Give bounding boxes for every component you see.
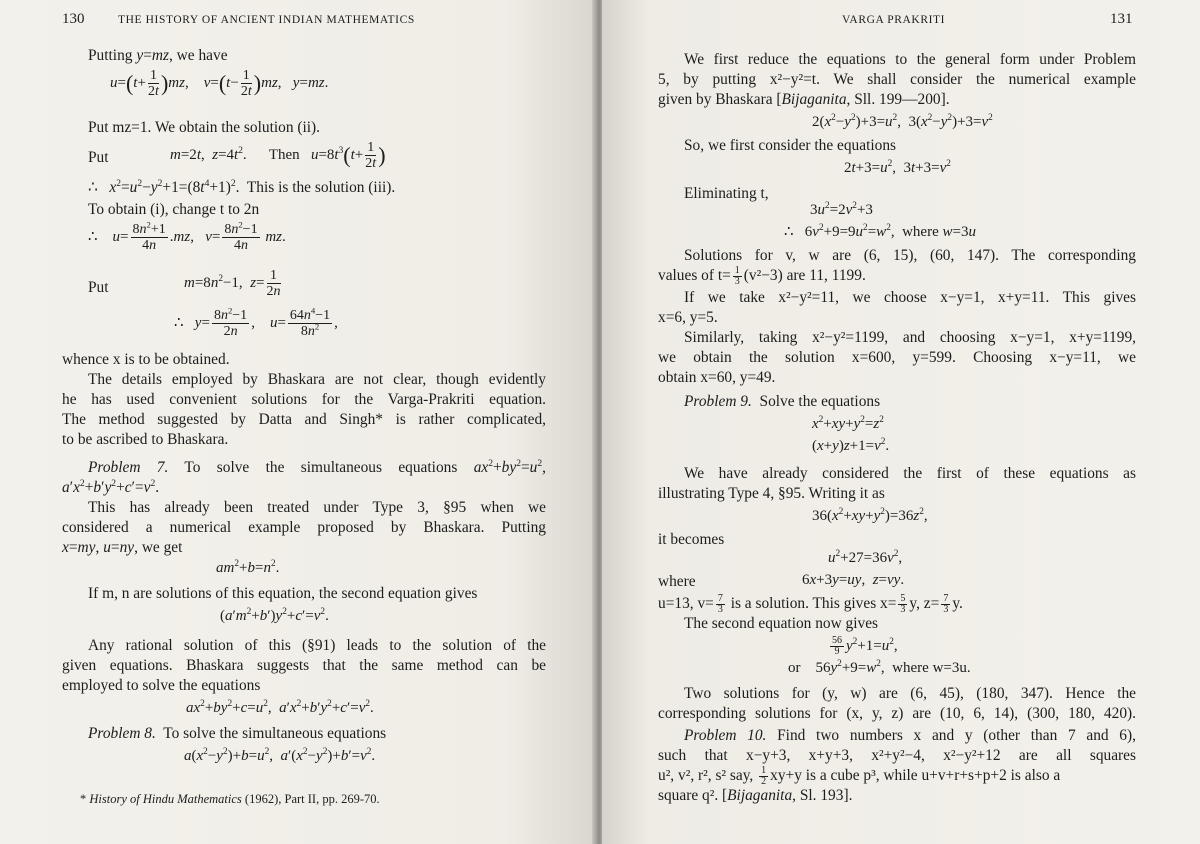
text-line: $a'x^2+b'y^2+c'=v^2$. bbox=[62, 477, 160, 496]
page-number: 130 bbox=[62, 11, 85, 27]
text-line: Put bbox=[88, 279, 109, 296]
text-line: This has already been treated under Type 3, §95 when we bbox=[88, 499, 546, 516]
text-line: to be ascribed to Bhaskara. bbox=[62, 431, 229, 448]
running-head: THE HISTORY OF ANCIENT INDIAN MATHEMATICS bbox=[118, 14, 415, 26]
text-line: We first reduce the equations to the general form under Problem bbox=[684, 51, 1136, 68]
text-line: Problem 7. To solve the simultaneous equations $ax^2+by^2=u^2$, bbox=[88, 457, 546, 476]
equation: $am^2+b=n^2$. bbox=[216, 559, 280, 576]
equation: m=2t, $z=4t^2$. Then $u=8t^3(t+$ $\frac{1}{2t}$ ) bbox=[170, 140, 386, 171]
equation: or $56y^2+9=w^2$, where w=3u. bbox=[788, 659, 971, 676]
text-line: ∴ $x^2=u^2-y^2+1=(8t^4+1)^2$. This is the solution (iii). bbox=[88, 177, 396, 196]
text-line: 5, by putting x²−y²=t. We shall consider the numerical example bbox=[658, 71, 1136, 88]
running-head: VARGA PRAKRITI bbox=[842, 14, 946, 26]
text-line: x=my, u=ny, we get bbox=[62, 539, 183, 556]
text-line: he has used convenient solutions for the Varga-Prakriti equation. bbox=[62, 391, 546, 408]
text-line: u=13, v= $\frac{7}{3}$ is a solution. This gives x= $\frac{5}{3}$ y, z= $\frac{7}{3}$ y. bbox=[658, 593, 963, 615]
left-page bbox=[0, 0, 596, 844]
text-line: given by Bhaskara [Bijaganita, Sll. 199—200]. bbox=[658, 91, 950, 108]
equation: u=(t+ $\frac{1}{2t}$ )mz, v=(t− $\frac{1}{2t}$ )mz, y=mz. bbox=[110, 68, 329, 99]
text-line: employed to solve the equations bbox=[62, 677, 261, 694]
text-line: Similarly, taking x²−y²=1199, and choosing x−y=1, x+y=1199, bbox=[684, 329, 1136, 346]
text-line: Problem 9. Solve the equations bbox=[684, 393, 881, 410]
text-line: The method suggested by Datta and Singh* is rather complicated, bbox=[62, 411, 546, 428]
text-line: Put bbox=[88, 149, 109, 166]
equation: $36(x^2+xy+y^2)=36z^2$, bbox=[812, 507, 928, 524]
page-number: 131 bbox=[1110, 11, 1133, 27]
equation: 6x+3y=uy, z=vy. bbox=[802, 572, 905, 588]
text-line: The details employed by Bhaskara are not clear, though evidently bbox=[88, 371, 546, 388]
equation: ∴ $6v^2+9=9u^2=w^2$, where w=3u bbox=[784, 223, 976, 240]
text-line: If m, n are solutions of this equation, the second equation gives bbox=[88, 585, 478, 602]
text-line: Eliminating t, bbox=[684, 185, 769, 202]
right-page bbox=[602, 0, 1200, 844]
text-line: Put mz=1. We obtain the solution (ii). bbox=[88, 119, 321, 136]
text-line: illustrating Type 4, §95. Writing it as bbox=[658, 485, 885, 502]
text-line: x=6, y=5. bbox=[658, 309, 718, 326]
text-line: square q². [Bijaganita, Sl. 193]. bbox=[658, 787, 853, 804]
text-line: So, we first consider the equations bbox=[684, 137, 897, 154]
equation: ∴ u= $\frac{8n^2+1}{4n}$ .mz, v= $\frac{8n^2-1}{4n}$ mz. bbox=[88, 219, 286, 253]
text-line: Problem 8. To solve the simultaneous equations bbox=[88, 725, 387, 742]
equation: $a(x^2-y^2)+b=u^2$, $a'(x^2-y^2)+b'=v^2$. bbox=[184, 747, 376, 764]
equation: $(x+y)z+1=v^2$. bbox=[812, 437, 890, 454]
text-line: If we take x²−y²=11, we choose x−y=1, x+y=11. This gives bbox=[684, 289, 1136, 306]
equation: $(a'm^2+b')y^2+c'=v^2$. bbox=[220, 607, 329, 624]
equation: $ax^2+by^2+c=u^2$, $a'x^2+b'y^2+c'=v^2$. bbox=[186, 699, 374, 716]
text-line: Two solutions for (y, w) are (6, 45), (180, 347). Hence the bbox=[684, 685, 1136, 702]
text-line: We have already considered the first of these equations as bbox=[684, 465, 1136, 482]
text-line: it becomes bbox=[658, 531, 725, 548]
text-line: Problem 10. Find two numbers x and y (other than 7 and 6), bbox=[684, 727, 1136, 744]
equation: $u^2+27=36v^2$, bbox=[828, 549, 903, 566]
equation: $2(x^2-y^2)+3=u^2$, $3(x^2-y^2)+3=v^2$ bbox=[812, 113, 993, 130]
text-line: considered a numerical example proposed by Bhaskara. Putting bbox=[62, 519, 546, 536]
equation: $x^2+xy+y^2=z^2$ bbox=[812, 415, 884, 432]
equation: $\frac{56}{9}$ $y^2+1=u^2$, bbox=[832, 635, 898, 657]
text-line: corresponding solutions for (x, y, z) are (10, 6, 14), (300, 180, 420). bbox=[658, 705, 1136, 722]
text-line: The second equation now gives bbox=[684, 615, 879, 632]
text-line: u², v², r², s² say, $\frac{1}{2}$ xy+y is a cube p³, while u+v+r+s+p+2 is also a bbox=[658, 765, 1061, 787]
text-line: Solutions for v, w are (6, 15), (60, 147). The corresponding bbox=[684, 247, 1136, 264]
text-line: Putting y=mz, we have bbox=[88, 47, 228, 64]
text-line: we obtain the solution x=600, y=599. Choosing x−y=11, we bbox=[658, 349, 1136, 366]
equation: $m=8n^2-1$, z= $\frac{1}{2n}$ bbox=[184, 268, 281, 299]
text-line: given equations. Bhaskara suggests that the same method can be bbox=[62, 657, 546, 674]
text-line: values of t= $\frac{1}{3}$ (v²−3) are 11, 1199. bbox=[658, 265, 866, 287]
equation: $2t+3=u^2$, $3t+3=v^2$ bbox=[844, 159, 951, 176]
text-line: obtain x=60, y=49. bbox=[658, 369, 776, 386]
text-line: Any rational solution of this (§91) leads to the solution of the bbox=[88, 637, 546, 654]
text-line: To obtain (i), change t to 2n bbox=[88, 201, 260, 218]
equation: $3u^2=2v^2+3$ bbox=[810, 201, 873, 218]
footnote: * History of Hindu Mathematics (1962), Part II, pp. 269-70. bbox=[80, 792, 380, 806]
text-line: whence x is to be obtained. bbox=[62, 351, 230, 368]
equation: ∴ y= $\frac{8n^2-1}{2n}$ , u= $\frac{64n^4-1}{8n^2}$ , bbox=[174, 305, 338, 339]
text-line: where bbox=[658, 573, 696, 590]
text-line: such that x−y+3, x+y+3, x²+y²−4, x²−y²+12 are all squares bbox=[658, 747, 1136, 764]
